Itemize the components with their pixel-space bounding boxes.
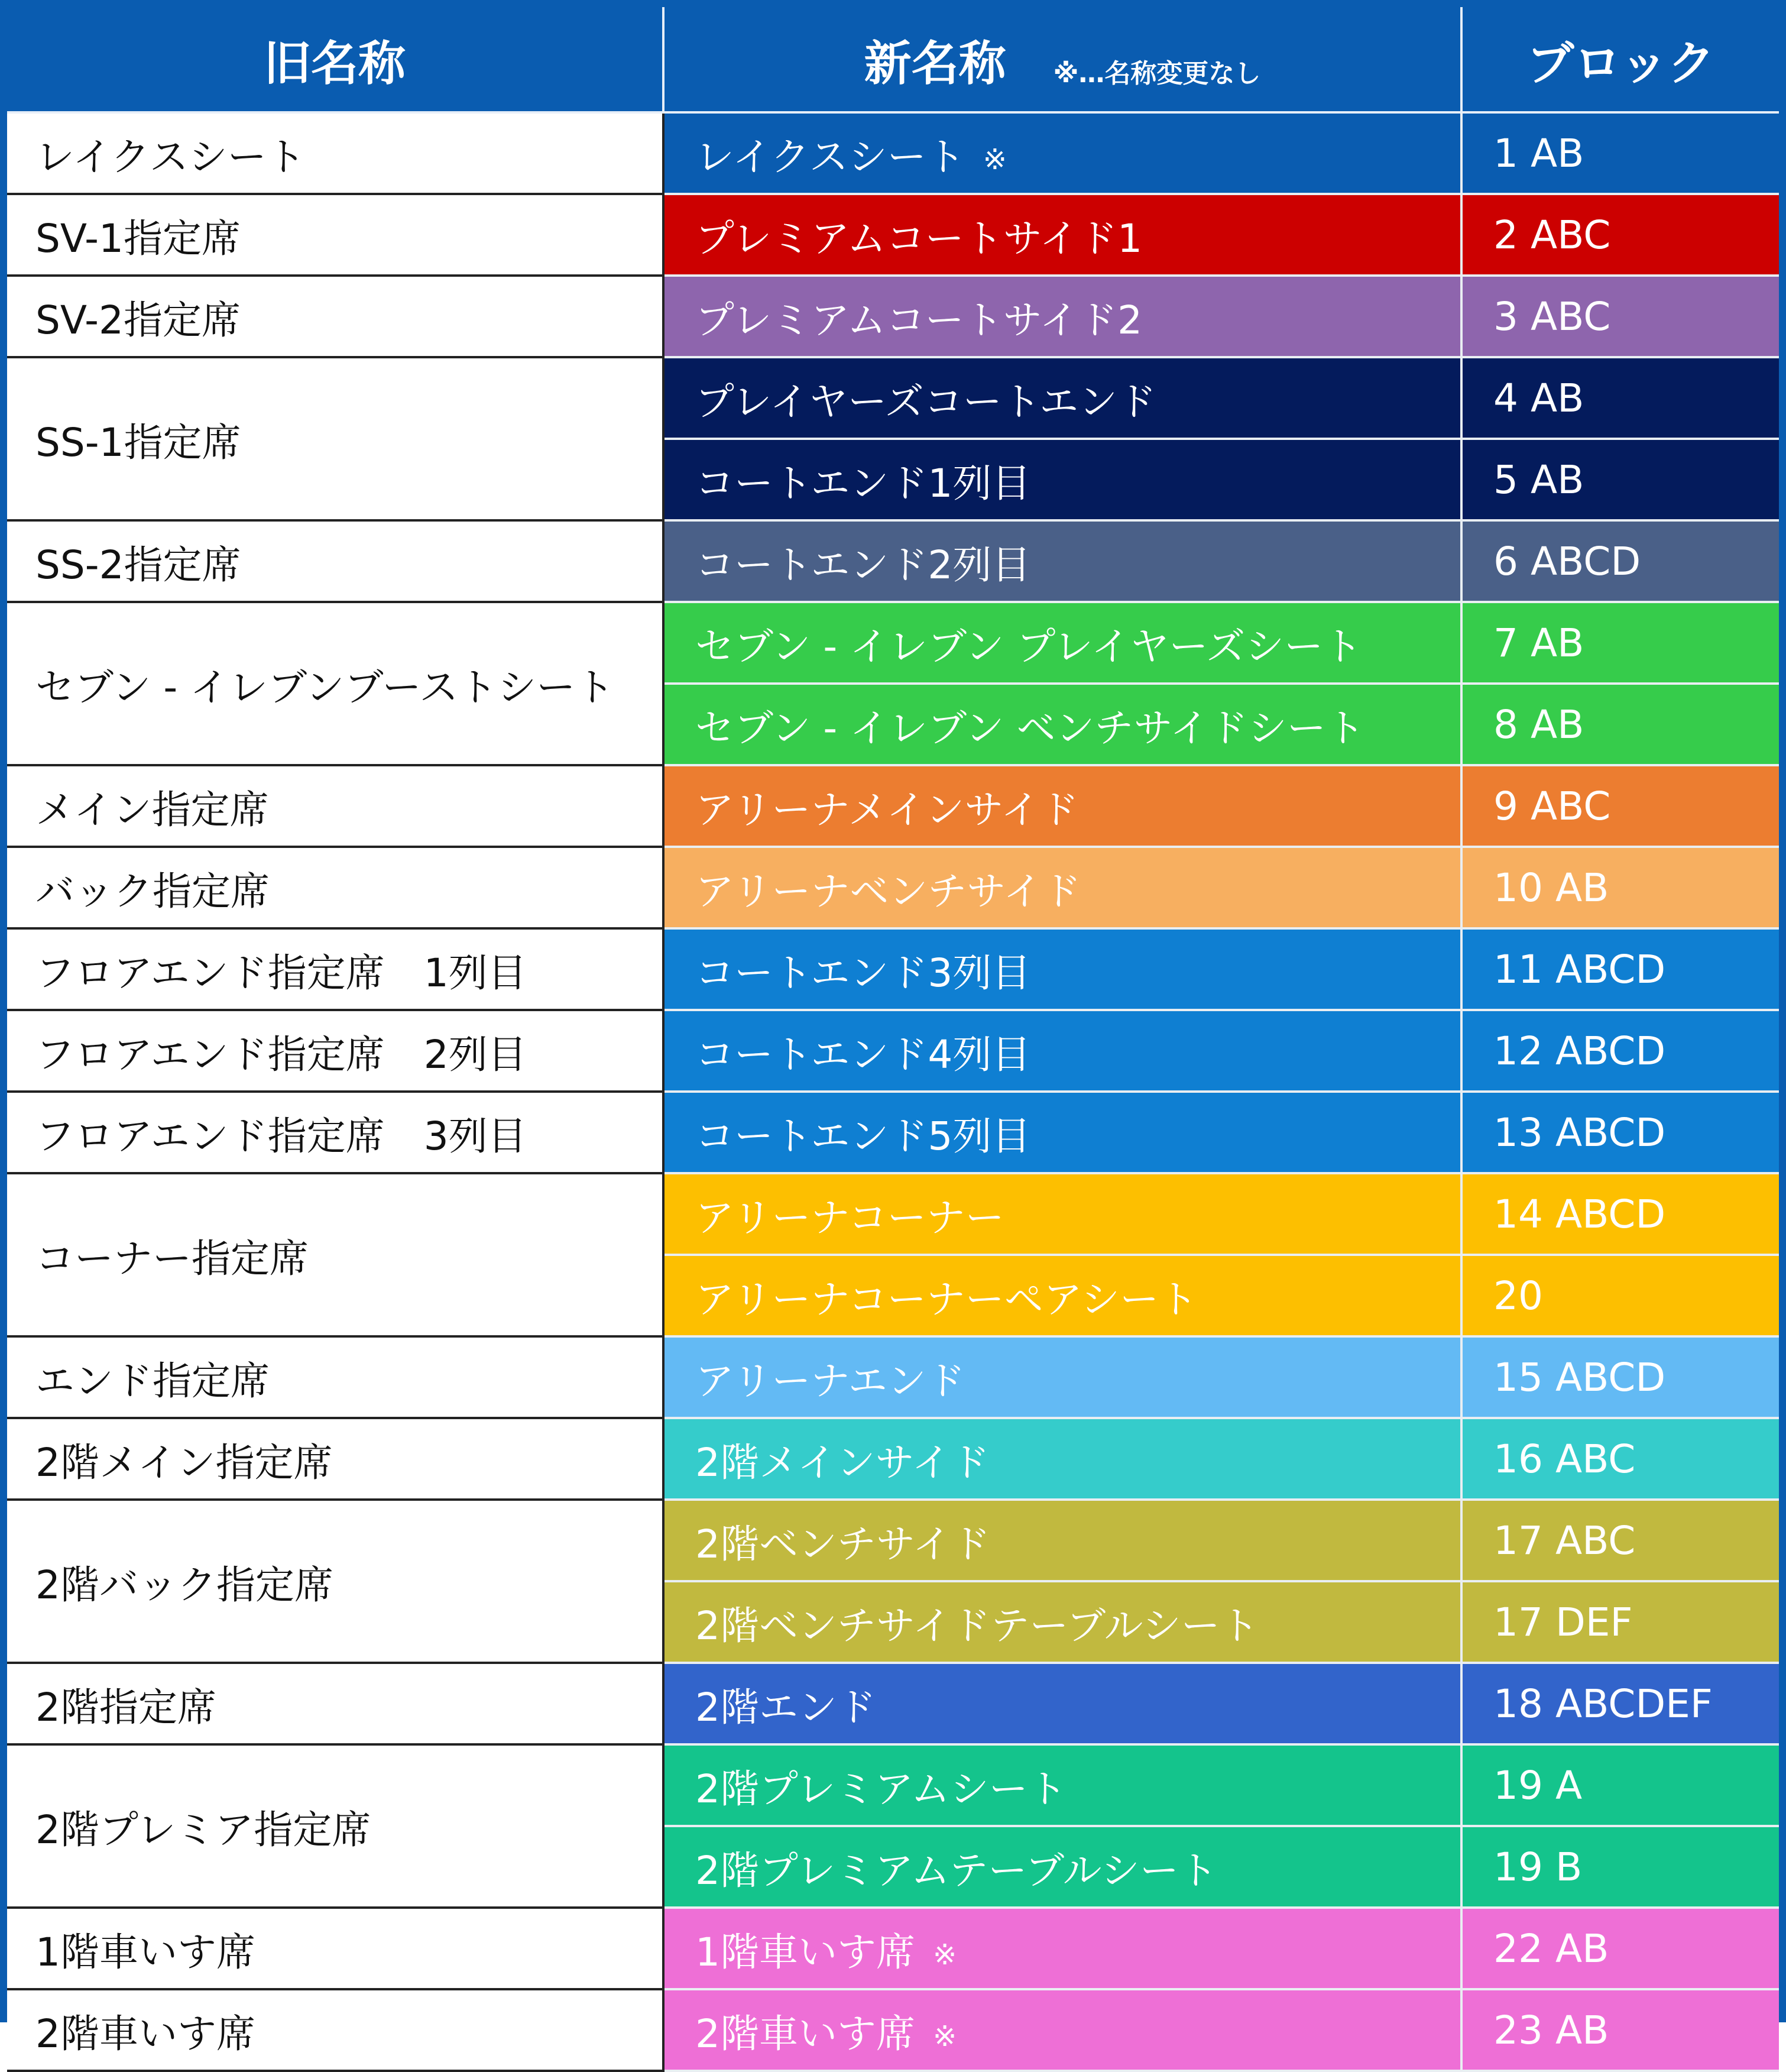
table-row [7,1744,1779,1826]
new-name-cell [663,357,1461,439]
seat-name-table [7,7,1779,2072]
block-cell: 7 AB [1461,602,1779,684]
table-row [7,194,1779,276]
new-name-cell [663,684,1461,765]
old-name-cell: 2階バック指定席 [7,1500,663,1663]
table-row [7,520,1779,602]
table-row [7,112,1779,194]
old-name-cell: 2階車いす席 [7,1989,663,2071]
block-cell: 11 ABCD [1461,928,1779,1010]
table-row [7,1092,1779,1173]
new-name-text: アリーナメインサイド [695,786,1079,833]
table-row [7,928,1779,1010]
block-cell: 17 ABC [1461,1500,1779,1581]
new-name-text: 2階車いす席 [695,2011,915,2057]
unchanged-mark: ※ [983,143,1007,176]
new-name-text: 2階プレミアムシート [695,1766,1067,1812]
new-name-text: 1階車いす席 [695,1929,915,1975]
new-name-text: セブン - イレブン ベンチサイドシート [695,705,1365,751]
old-name-cell: SV-1指定席 [7,194,663,276]
new-name-cell [663,1336,1461,1418]
block-cell: 16 ABC [1461,1418,1779,1500]
block-cell: 9 ABC [1461,765,1779,847]
table-row [7,1989,1779,2071]
new-name-text: コートエンド5列目 [695,1113,1031,1159]
new-name-text: プレミアムコートサイド2 [695,297,1143,343]
block-cell: 3 ABC [1461,276,1779,357]
new-name-cell [663,1826,1461,1908]
table-row [7,1500,1779,1581]
header-block: ブロック [1461,7,1779,112]
new-name-text: 2階エンド [695,1684,876,1730]
old-name-cell: SS-1指定席 [7,357,663,520]
table-row [7,1336,1779,1418]
block-cell: 13 ABCD [1461,1092,1779,1173]
table-row [7,357,1779,439]
new-name-cell [663,194,1461,276]
old-name-cell: フロアエンド指定席 1列目 [7,928,663,1010]
new-name-cell [663,112,1461,194]
new-name-text: アリーナコーナーペアシート [695,1276,1198,1322]
new-name-cell [663,1173,1461,1255]
block-cell: 23 AB [1461,1989,1779,2071]
new-name-cell [663,1581,1461,1663]
new-name-cell [663,1255,1461,1336]
new-name-text: 2階メインサイド [695,1439,990,1485]
block-cell: 18 ABCDEF [1461,1663,1779,1744]
old-name-cell: フロアエンド指定席 3列目 [7,1092,663,1173]
old-name-cell: メイン指定席 [7,765,663,847]
header-row [7,7,1779,112]
old-name-cell: フロアエンド指定席 2列目 [7,1010,663,1092]
new-name-cell [663,1010,1461,1092]
block-cell: 14 ABCD [1461,1173,1779,1255]
new-name-cell [663,1092,1461,1173]
new-name-cell [663,765,1461,847]
new-name-cell [663,276,1461,357]
old-name-cell: セブン - イレブンブーストシート [7,602,663,765]
new-name-text: レイクスシート [695,134,965,180]
unchanged-mark: ※ [933,2019,957,2053]
table-row [7,1908,1779,1989]
new-name-text: セブン - イレブン プレイヤーズシート [695,623,1363,669]
new-name-cell [663,1744,1461,1826]
block-cell: 20 [1461,1255,1779,1336]
new-name-cell [663,1908,1461,1989]
block-cell: 1 AB [1461,112,1779,194]
old-name-cell: 2階プレミア指定席 [7,1744,663,1908]
new-name-text: 2階ベンチサイドテーブルシート [695,1602,1259,1649]
block-cell: 19 B [1461,1826,1779,1908]
old-name-cell: レイクスシート [7,112,663,194]
new-name-cell [663,1500,1461,1581]
old-name-cell: SS-2指定席 [7,520,663,602]
block-cell: 8 AB [1461,684,1779,765]
table-row [7,602,1779,684]
new-name-cell [663,602,1461,684]
new-name-text: コートエンド1列目 [695,460,1031,506]
block-cell: 2 ABC [1461,194,1779,276]
table-row [7,1010,1779,1092]
new-name-cell [663,928,1461,1010]
old-name-cell: 2階指定席 [7,1663,663,1744]
old-name-cell: コーナー指定席 [7,1173,663,1336]
block-cell: 4 AB [1461,357,1779,439]
new-name-cell [663,520,1461,602]
new-name-cell [663,439,1461,520]
block-cell: 5 AB [1461,439,1779,520]
new-name-text: 2階ベンチサイド [695,1521,991,1567]
new-name-text: コートエンド4列目 [695,1031,1031,1077]
new-name-cell [663,1989,1461,2071]
block-cell: 12 ABCD [1461,1010,1779,1092]
old-name-cell: 1階車いす席 [7,1908,663,1989]
header-new-name: 新名称 ※…名称変更なし [663,7,1461,112]
new-name-cell [663,847,1461,928]
old-name-cell: エンド指定席 [7,1336,663,1418]
block-cell: 15 ABCD [1461,1336,1779,1418]
new-name-text: コートエンド2列目 [695,542,1031,588]
block-cell: 17 DEF [1461,1581,1779,1663]
block-cell: 10 AB [1461,847,1779,928]
new-name-cell [663,1663,1461,1744]
new-name-text: アリーナベンチサイド [695,868,1081,914]
new-name-text: 2階プレミアムテーブルシート [695,1847,1218,1893]
table-row [7,765,1779,847]
old-name-cell: バック指定席 [7,847,663,928]
new-name-cell [663,1418,1461,1500]
header-note: ※…名称変更なし [1053,58,1261,89]
new-name-text: コートエンド3列目 [695,950,1031,996]
table-row [7,1663,1779,1744]
block-cell: 22 AB [1461,1908,1779,1989]
table-row [7,1418,1779,1500]
new-name-text: プレミアムコートサイド1 [695,215,1143,261]
new-name-text: プレイヤーズコートエンド [695,378,1157,425]
new-name-text: アリーナコーナー [695,1194,1004,1241]
block-cell: 6 ABCD [1461,520,1779,602]
old-name-cell: 2階メイン指定席 [7,1418,663,1500]
table-row [7,1173,1779,1255]
new-name-text: アリーナエンド [695,1358,965,1404]
old-name-cell: SV-2指定席 [7,276,663,357]
table-row [7,276,1779,357]
unchanged-mark: ※ [933,1938,957,1971]
table-row [7,847,1779,928]
header-old-name: 旧名称 [7,7,663,112]
block-cell: 19 A [1461,1744,1779,1826]
